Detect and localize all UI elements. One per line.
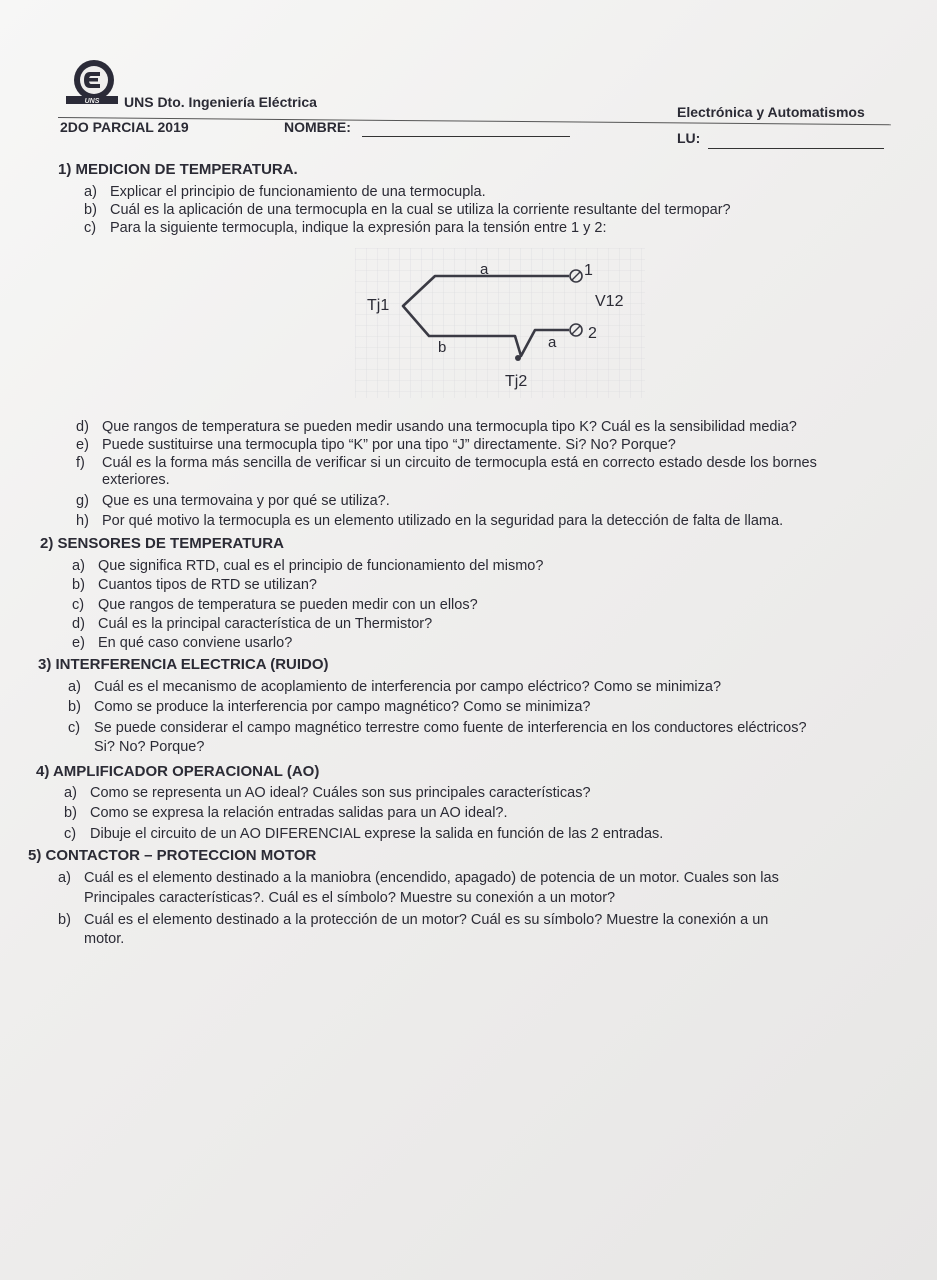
section-title: 3) INTERFERENCIA ELECTRICA (RUIDO) bbox=[38, 656, 329, 673]
question-item: b) Cuál es el elemento destinado a la protección de un motor? Cuál es su símbolo? Muestre la conexión a un bbox=[58, 912, 769, 928]
junction-tj2-dot bbox=[515, 355, 521, 361]
grid-background bbox=[355, 248, 645, 398]
logo-text: UNS bbox=[84, 98, 100, 105]
section-title: 2) SENSORES DE TEMPERATURA bbox=[40, 535, 284, 552]
exam-title: 2DO PARCIAL 2019 bbox=[60, 119, 189, 135]
question-item: f) Cuál es la forma más sencilla de verificar si un circuito de termocupla está en correcto estado desde los bornes bbox=[76, 455, 817, 471]
section-title: 5) CONTACTOR – PROTECCION MOTOR bbox=[28, 847, 317, 864]
course-name: Electrónica y Automatismos bbox=[677, 104, 865, 120]
wire-label-a-bottom: a bbox=[548, 334, 557, 351]
question-continuation: motor. bbox=[84, 931, 125, 947]
lu-blank-line bbox=[708, 148, 884, 149]
uns-logo bbox=[64, 58, 120, 110]
question-item: a) Cuál es el elemento destinado a la maniobra (encendido, apagado) de potencia de un motor. Cuales son las bbox=[58, 870, 779, 886]
voltage-v12-label: V12 bbox=[595, 293, 624, 310]
question-item: b) Cuantos tipos de RTD se utilizan? bbox=[72, 577, 317, 593]
wire-label-a-top: a bbox=[480, 261, 489, 278]
question-item: d) Cuál es la principal característica de un Thermistor? bbox=[72, 616, 433, 632]
question-item: c) Se puede considerar el campo magnético terrestre como fuente de interferencia en los conductores eléctricos? bbox=[68, 720, 807, 736]
question-item: e) En qué caso conviene usarlo? bbox=[72, 635, 293, 651]
question-item: a) Como se representa un AO ideal? Cuáles son sus principales características? bbox=[64, 785, 591, 801]
question-item: e) Puede sustituirse una termocupla tipo “K” por una tipo “J” directamente. Si? No? Porque? bbox=[76, 437, 676, 453]
question-item: a) Cuál es el mecanismo de acoplamiento de interferencia por campo eléctrico? Como se minimiza? bbox=[68, 679, 722, 695]
question-item: b) Cuál es la aplicación de una termocupla en la cual se utiliza la corriente resultante del termopar? bbox=[84, 202, 731, 218]
junction-tj1-label: Tj1 bbox=[367, 297, 390, 314]
junction-tj2-label: Tj2 bbox=[505, 373, 528, 390]
name-label: NOMBRE: bbox=[284, 119, 351, 135]
terminal-2-label: 2 bbox=[588, 325, 597, 342]
question-item: c) Para la siguiente termocupla, indique la expresión para la tensión entre 1 y 2: bbox=[84, 220, 607, 236]
question-item: a) Que significa RTD, cual es el principio de funcionamiento del mismo? bbox=[72, 558, 544, 574]
name-blank-line bbox=[362, 136, 570, 137]
question-item: b) Como se produce la interferencia por campo magnético? Como se minimiza? bbox=[68, 699, 591, 715]
institution-name: UNS Dto. Ingeniería Eléctrica bbox=[124, 94, 317, 110]
section-title: 1) MEDICION DE TEMPERATURA. bbox=[58, 161, 298, 178]
question-item: a) Explicar el principio de funcionamiento de una termocupla. bbox=[84, 184, 486, 200]
question-continuation: exteriores. bbox=[102, 472, 170, 488]
question-continuation: Si? No? Porque? bbox=[94, 739, 205, 755]
thermocouple-diagram bbox=[355, 248, 645, 398]
terminal-1-label: 1 bbox=[584, 262, 593, 279]
question-item: b) Como se expresa la relación entradas salidas para un AO ideal?. bbox=[64, 805, 508, 821]
question-item: c) Que rangos de temperatura se pueden medir con un ellos? bbox=[72, 597, 478, 613]
question-continuation: Principales características?. Cuál es el símbolo? Muestre su conexión a un motor? bbox=[84, 890, 616, 906]
question-item: g) Que es una termovaina y por qué se utiliza?. bbox=[76, 493, 390, 509]
question-item: h) Por qué motivo la termocupla es un elemento utilizado en la seguridad para la detección de falta de llama. bbox=[76, 513, 784, 529]
wire-label-b: b bbox=[438, 339, 447, 356]
lu-label: LU: bbox=[677, 130, 701, 146]
question-item: c) Dibuje el circuito de un AO DIFERENCIAL exprese la salida en función de las 2 entradas. bbox=[64, 826, 664, 842]
section-title: 4) AMPLIFICADOR OPERACIONAL (AO) bbox=[36, 763, 320, 780]
question-item: d) Que rangos de temperatura se pueden medir usando una termocupla tipo K? Cuál es la sensibilidad media? bbox=[76, 419, 797, 435]
